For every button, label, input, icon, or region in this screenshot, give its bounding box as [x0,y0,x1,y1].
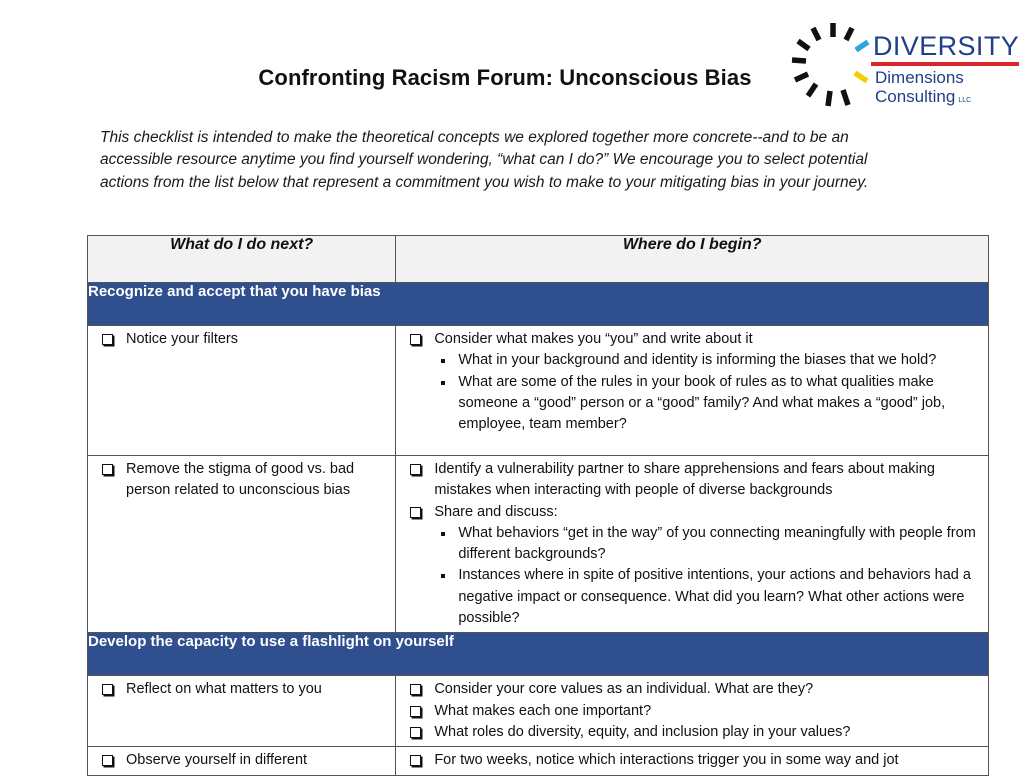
item-text: What behaviors “get in the way” of you connecting meaningfully with people from different backgrounds? [458,524,976,563]
checklist-item [410,701,980,722]
left-cell [88,747,396,775]
section-title-flashlight: Develop the capacity to use a flashlight on yourself [88,633,989,676]
right-cell [396,747,989,775]
item-text: Share and discuss: [434,503,558,520]
left-cell [88,456,396,633]
logo-name: DIVERSITY [873,31,1020,61]
sunburst-logo-icon [788,20,878,110]
bullet-item [410,372,980,436]
item-text: Instances where in spite of positive intentions, your actions and behaviors had a negative impact or consequence. What did you learn? What other actions were possible? [458,567,971,627]
item-text: For two weeks, notice which interactions trigger you in some way and jot [434,752,899,769]
diversity-dimensions-logo [788,20,1024,112]
item-text: Consider what makes you “you” and write about it [434,331,753,347]
checklist-item [102,329,387,350]
section-row [88,633,989,676]
checklist-item [410,502,980,523]
item-text: What roles do diversity, equity, and inclusion play in your values? [434,723,851,740]
checklist-item [102,459,387,502]
item-text: Consider your core values as an individual. What are they? [434,681,814,698]
item-text: Identify a vulnerability partner to share apprehensions and fears about making mistakes when interacting with people of diverse backgrounds [434,461,935,499]
right-cell [396,326,989,456]
logo-subtitle-consulting-text: Consulting [875,87,956,106]
section-row [88,283,989,326]
left-cell [88,326,396,456]
checkbox-icon [102,755,113,766]
item-text: Observe yourself in different [126,752,308,769]
bullet-icon [441,574,445,578]
checklist-item [102,750,387,771]
bullet-item [410,523,980,566]
header-where-do-i-begin: Where do I begin? [396,236,989,283]
checkbox-icon [410,334,421,345]
checkbox-icon [410,684,421,695]
item-text: What in your background and identity is informing the biases that we hold? [458,352,937,369]
table-row [88,326,989,456]
checkbox-icon [410,755,421,766]
checklist-item [102,679,387,700]
logo-subtitle-dimensions: Dimensions [875,68,964,87]
checklist-item [410,722,980,743]
item-text: Remove the stigma of good vs. bad person related to unconscious bias [126,461,355,499]
checkbox-icon [410,706,421,717]
header-what-do-i-do-next: What do I do next? [88,236,396,283]
checkbox-icon [102,684,113,695]
right-cell [396,676,989,747]
bullet-item [410,350,980,371]
checklist-item [410,459,980,502]
table-header-row [88,236,989,283]
logo-underline [871,62,1019,66]
bullet-icon [441,359,445,363]
item-text: Notice your filters [126,331,239,347]
intro-paragraph: This checklist is intended to make the theoretical concepts we explored together more concrete--and to be an accessible resource anytime you find yourself wondering, “what can I do?” We encourage you to select potential actions from the list below that represent a commitment you wish to make to your mitigating bias in your journey. [100,129,869,191]
bullet-icon [441,381,445,385]
checkbox-icon [102,334,113,345]
checkbox-icon [410,464,421,475]
checkbox-icon [102,464,113,475]
logo-llc: LLC [958,97,972,104]
table-row [88,747,989,775]
left-cell [88,676,396,747]
checklist-item [410,329,980,350]
bullet-icon [441,532,445,536]
checklist-item [410,750,980,771]
table-row [88,456,989,633]
checkbox-icon [410,507,421,518]
item-text: Reflect on what matters to you [126,681,322,698]
checkbox-icon [410,727,421,738]
checklist-item [410,679,980,700]
right-cell [396,456,989,633]
item-text: What makes each one important? [434,702,652,719]
logo-subtitle-consulting [875,87,971,107]
section-title-recognize-bias: Recognize and accept that you have bias [88,283,989,326]
document-title: Confronting Racism Forum: Unconscious Bias [258,65,752,90]
table-row [88,676,989,747]
bullet-item [410,565,980,629]
checklist-table [87,235,989,776]
item-text: What are some of the rules in your book of rules as to what qualities make someone a “good” person or a “good” family? And what makes a “good” job, employee, team member? [458,373,946,433]
